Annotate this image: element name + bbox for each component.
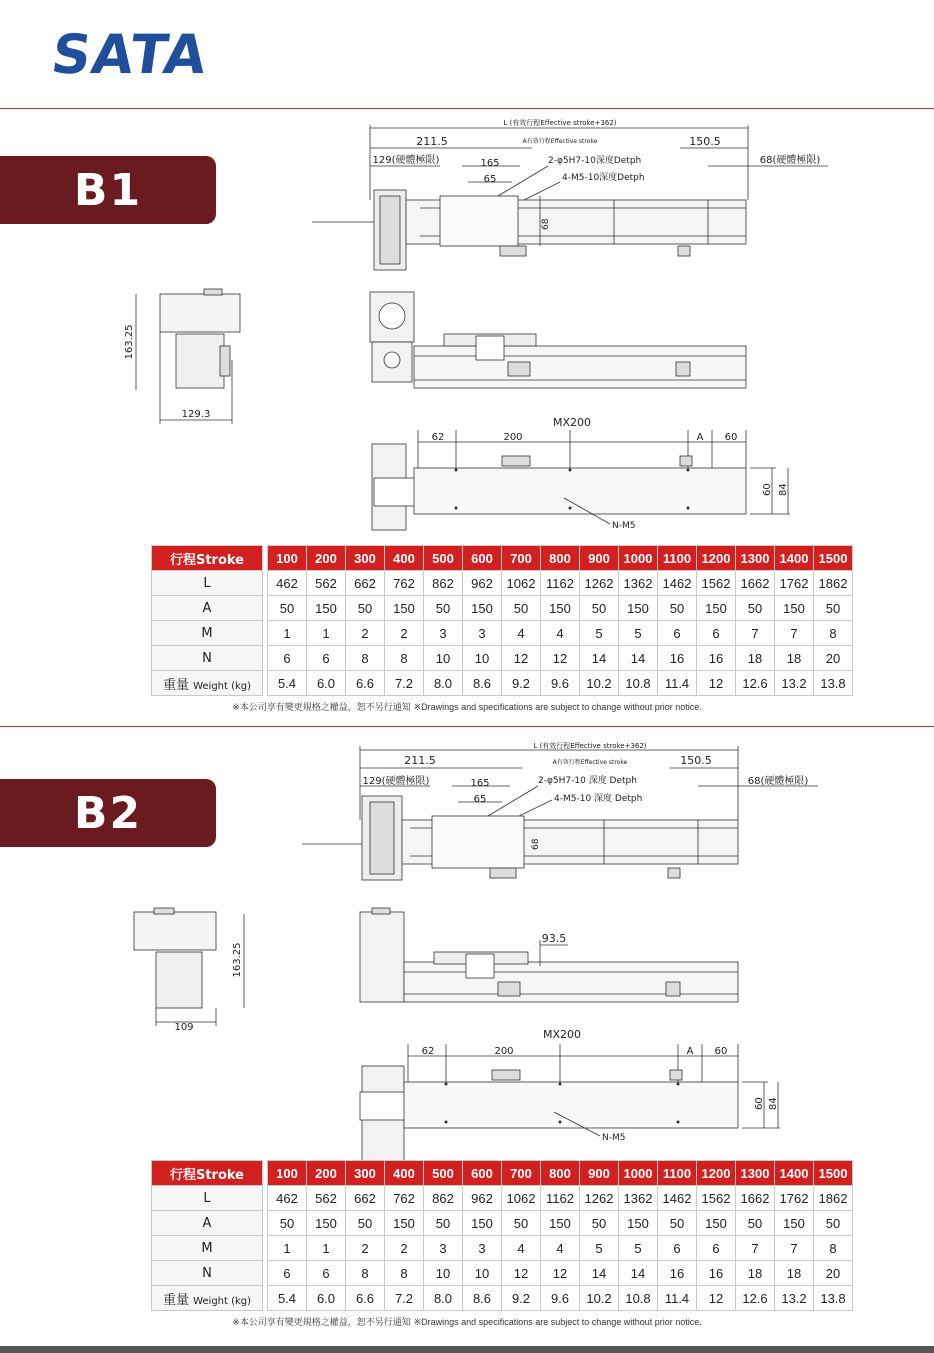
table-row: N 6 6 8 8 10 10 12 12 14 14 16 16 18 18 20 bbox=[152, 1261, 853, 1286]
table-header-row: 行程Stroke 100 200 300 400 500 600 700 800 900 1000 1100 1200 1300 1400 1500 bbox=[152, 546, 853, 571]
side-height: 163.25 bbox=[232, 942, 243, 978]
table-row: L 462 562 662 762 862 962 1062 1162 1262 1362 1462 1562 1662 1762 1862 bbox=[152, 1186, 853, 1211]
dim-65: 65 bbox=[483, 174, 497, 185]
dim-a: A bbox=[696, 432, 704, 443]
table-row: N 6 6 8 8 10 10 12 12 14 14 16 16 18 18 20 bbox=[152, 646, 853, 671]
dim-v84: 84 bbox=[768, 1097, 779, 1110]
dim-60: 60 bbox=[724, 432, 738, 443]
footer-bar bbox=[0, 1346, 934, 1353]
dim-v84: 84 bbox=[778, 483, 789, 496]
dim-68-limit: 68(硬體極限) bbox=[759, 155, 821, 166]
table-row: M 1 1 2 2 3 3 4 4 5 5 6 6 7 7 8 bbox=[152, 621, 853, 646]
table-header-row: 行程Stroke 100 200 300 400 500 600 700 800 900 1000 1100 1200 1300 1400 1500 bbox=[152, 1161, 853, 1186]
table-row: A 50 150 50 150 50 150 50 150 50 150 50 150 50 150 50 bbox=[152, 1211, 853, 1236]
dim-l-label: L (有效行程Effective stroke+362) bbox=[533, 742, 647, 750]
dim-129-limit: 129(硬體極限) bbox=[362, 776, 430, 787]
dim-nm5: N-M5 bbox=[612, 521, 636, 531]
dim-150: 150.5 bbox=[689, 135, 721, 148]
disclaimer-b2: ※本公司享有變更規格之權益，恕不另行通知 ※Drawings and specifications are subject to change without prior notice. bbox=[232, 1317, 702, 1328]
table-row: L 462 562 662 762 862 962 1062 1162 1262 1362 1462 1562 1662 1762 1862 bbox=[152, 571, 853, 596]
hole-spec-2: 4-M5-10深度Detph bbox=[562, 173, 645, 183]
side-width: 109 bbox=[174, 1022, 194, 1033]
dim-129-limit: 129(硬體極限) bbox=[372, 155, 440, 166]
section-badge-b2: B2 bbox=[0, 779, 216, 847]
sata-logo: SATA bbox=[47, 23, 212, 86]
hole-spec-1: 2-φ5H7-10 深度 Detph bbox=[538, 776, 637, 786]
side-width: 129.3 bbox=[181, 409, 211, 420]
hole-spec-1: 2-φ5H7-10深度Detph bbox=[548, 156, 642, 166]
dim-68: 68 bbox=[541, 218, 551, 230]
dim-v60: 60 bbox=[754, 1097, 765, 1110]
dim-200: 200 bbox=[494, 1046, 514, 1057]
table-row: A 50 150 50 150 50 150 50 150 50 150 50 150 50 150 50 bbox=[152, 596, 853, 621]
hole-spec-2: 4-M5-10 深度 Detph bbox=[554, 794, 643, 804]
dim-93: 93.5 bbox=[541, 932, 567, 945]
dim-62: 62 bbox=[431, 432, 445, 443]
table-row-weight: 重量 Weight (kg) 5.4 6.0 6.6 7.2 8.0 8.6 9.2 9.6 10.2 10.8 11.4 12 12.6 13.2 13.8 bbox=[152, 1286, 853, 1311]
spec-table-b2 bbox=[151, 1160, 853, 1311]
dim-l-label: L (有效行程Effective stroke+362) bbox=[503, 119, 617, 127]
dim-68: 68 bbox=[531, 838, 541, 850]
dim-nm5: N-M5 bbox=[602, 1133, 626, 1143]
dim-150: 150.5 bbox=[680, 754, 712, 767]
side-height: 163.25 bbox=[124, 324, 135, 360]
dim-a-label: A有效行程Effective stroke bbox=[522, 138, 598, 145]
disclaimer-b1: ※本公司享有變更規格之權益，恕不另行通知 ※Drawings and specifications are subject to change without prior notice. bbox=[232, 702, 702, 713]
table-row: M 1 1 2 2 3 3 4 4 5 5 6 6 7 7 8 bbox=[152, 1236, 853, 1261]
stroke-label: 行程Stroke bbox=[152, 546, 263, 571]
section-badge-b1: B1 bbox=[0, 156, 216, 224]
spec-table-b1 bbox=[151, 545, 853, 696]
dim-a-label: A有效行程Effective stroke bbox=[552, 759, 628, 766]
dim-68-limit: 68(硬體極限) bbox=[747, 776, 809, 787]
dim-211: 211.5 bbox=[416, 135, 448, 148]
dim-65: 65 bbox=[473, 794, 487, 805]
dim-211: 211.5 bbox=[404, 754, 436, 767]
table-row-weight: 重量 Weight (kg) 5.4 6.0 6.6 7.2 8.0 8.6 9.2 9.6 10.2 10.8 11.4 12 12.6 13.2 13.8 bbox=[152, 671, 853, 696]
section-divider bbox=[0, 726, 934, 727]
stroke-label: 行程Stroke bbox=[152, 1161, 263, 1186]
dim-a: A bbox=[686, 1046, 694, 1057]
dim-v60: 60 bbox=[762, 483, 773, 496]
dim-200: 200 bbox=[503, 432, 523, 443]
dim-165: 165 bbox=[480, 158, 500, 169]
dim-mx: MX200 bbox=[552, 416, 592, 429]
dim-62: 62 bbox=[421, 1046, 435, 1057]
dim-165: 165 bbox=[470, 778, 490, 789]
dim-60: 60 bbox=[714, 1046, 728, 1057]
dim-mx: MX200 bbox=[542, 1028, 582, 1041]
